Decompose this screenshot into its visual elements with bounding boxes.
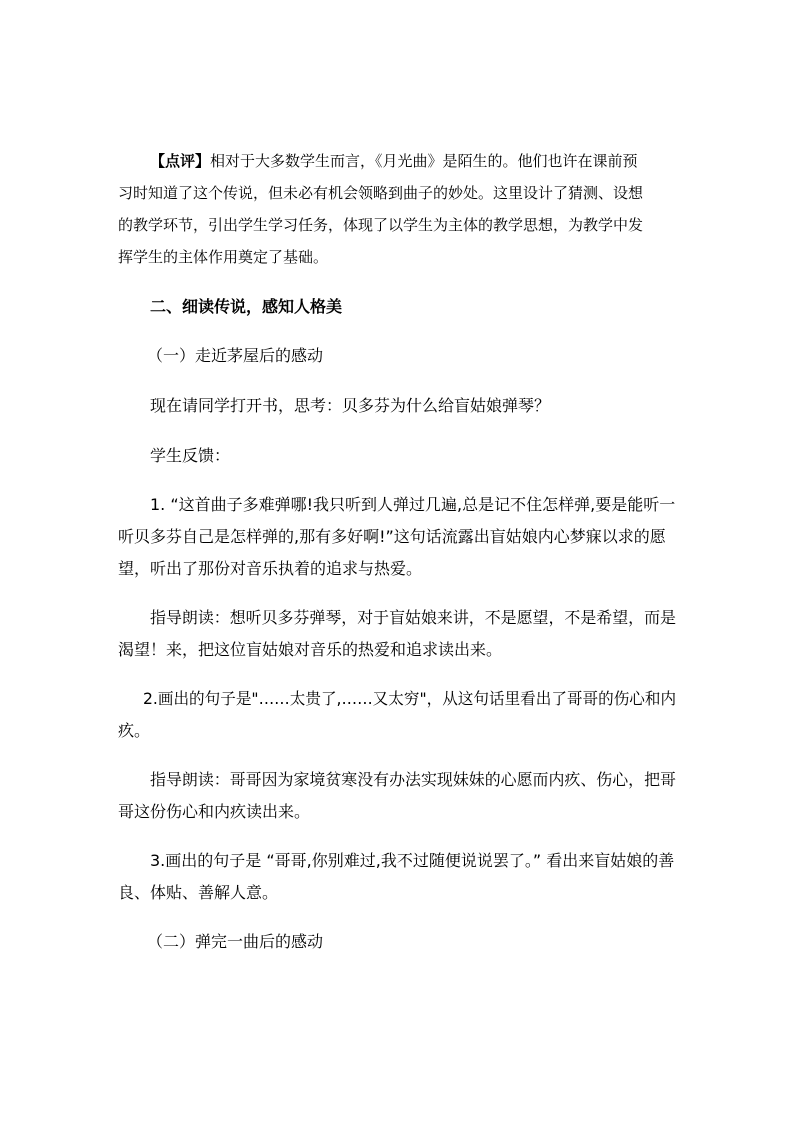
comment-text-1: 相对于大多数学生而言，《月光曲》是陌生的。他们也许在课前预 xyxy=(210,152,638,170)
item-1-line-2: 听贝多芬自己是怎样弹的,那有多好啊!”这句话流露出盲姑娘内心梦寐以求的愿 xyxy=(118,527,666,546)
item-2-line-2: 疚。 xyxy=(118,721,151,740)
item-2-line-1: 2.画出的句子是"……太贵了,……又太穷"，从这句话里看出了哥哥的伤心和内 xyxy=(143,689,677,708)
comment-line-2: 习时知道了这个传说，但未必有机会领略到曲子的妙处。这里设计了猜测、设想 xyxy=(118,184,644,202)
guide-2-line-2: 哥这份伤心和内疚读出来。 xyxy=(118,802,311,821)
guide-1-line-2: 渴望！来，把这位盲姑娘对音乐的热爱和追求读出来。 xyxy=(118,640,503,659)
item-3-line-1: 3.画出的句子是 “哥哥,你别难过,我不过随便说说罢了。” 看出来盲姑娘的善 xyxy=(150,851,675,870)
comment-line-4: 挥学生的主体作用奠定了基础。 xyxy=(118,248,329,266)
question-paragraph: 现在请同学打开书，思考：贝多芬为什么给盲姑娘弹琴？ xyxy=(150,396,551,415)
item-3-line-2: 良、体贴、善解人意。 xyxy=(118,883,279,902)
comment-line-3: 的教学环节，引出学生学习任务，体现了以学生为主体的教学思想，为教学中发 xyxy=(118,216,644,234)
item-1-line-1: 1. “这首曲子多难弹哪!我只听到人弹过几遍,总是记不住怎样弹,要是能听一 xyxy=(150,495,676,514)
subsection-1-heading: （一）走近茅屋后的感动 xyxy=(147,346,324,365)
feedback-label: 学生反馈： xyxy=(150,446,231,465)
subsection-2-heading: （二）弹完一曲后的感动 xyxy=(147,932,324,951)
section-2-heading: 二、细读传说，感知人格美 xyxy=(150,297,343,316)
comment-prefix: 【点评】 xyxy=(150,152,211,170)
item-1-line-3: 望，听出了那份对音乐执着的追求与热爱。 xyxy=(118,559,423,578)
guide-2-line-1: 指导朗读：哥哥因为家境贫寒没有办法实现妹妹的心愿而内疚、伤心，把哥 xyxy=(150,770,677,789)
comment-line-1 xyxy=(150,151,638,171)
guide-1-line-1: 指导朗读：想听贝多芬弹琴，对于盲姑娘来讲，不是愿望，不是希望，而是 xyxy=(150,608,677,627)
